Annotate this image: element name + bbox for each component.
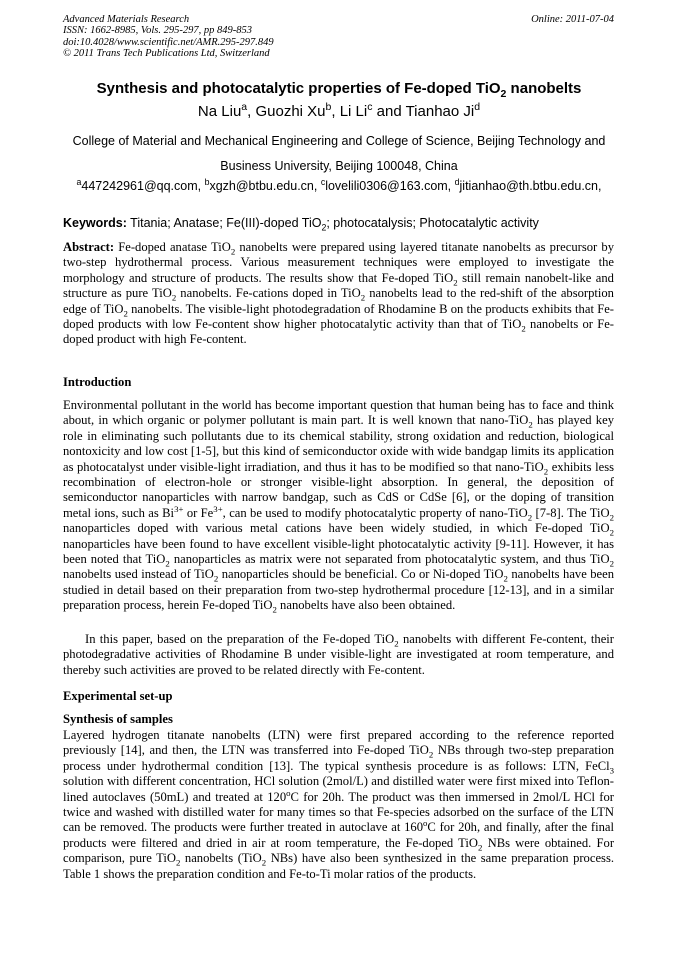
text-run: C for 20h. The product was then immersed in 2mol/L HCl for twice and washed with distilled water for many times so that Fe-species adsorbed on the surface of the LTN can be removed. The products were further treated in autoclave at 160 bbox=[63, 789, 614, 835]
text-run: nanoparticles doped with various metal cations have been widely studied, in which Fe-doped TiO bbox=[63, 521, 610, 536]
author-separator: , bbox=[247, 103, 256, 120]
text-run: nanoparticles as matrix were not separated from photocatalytic system, and thus TiO bbox=[169, 552, 610, 567]
text-run: nanobelts were prepared using layered titanate nanobelts as precursor by two-step hydrothermal process. Various measurement techniques were employed to investigate the morphology and structure of products. The results show that Fe-doped TiO bbox=[63, 240, 614, 285]
abstract-label: Abstract: bbox=[63, 240, 115, 254]
text-run: nanoparticles should be beneficial. Co or Ni-doped TiO bbox=[218, 567, 504, 582]
subscript: 2 bbox=[272, 604, 277, 615]
author-affiliation-mark: c bbox=[367, 101, 373, 113]
author-list bbox=[0, 103, 678, 120]
subscript: 2 bbox=[165, 558, 170, 569]
text-run: Layered hydrogen titanate nanobelts (LTN) were first prepared according to the reference reported previously [14], and then, the LTN was transferred into Fe-doped TiO bbox=[63, 728, 614, 758]
section-heading-experimental: Experimental set-up bbox=[63, 689, 173, 703]
author-separator: , bbox=[331, 103, 340, 120]
section-heading-introduction: Introduction bbox=[63, 375, 132, 389]
author-affiliation-mark: d bbox=[474, 101, 481, 113]
affiliation-line: College of Material and Mechanical Engineering and College of Science, Beijing Technology and bbox=[72, 134, 606, 148]
text-run: , can be used to modify photocatalytic property of nano-TiO bbox=[222, 505, 528, 520]
text-run: nanoparticles have been found to have excellent visible-light photocatalytic activity [9-11]. However, it has been noted that TiO bbox=[63, 536, 614, 567]
text-run: nanobelts have been studied in detail based on their preparation from two-step hydrothermal procedure [12-13], and in a similar preparation process, herein Fe-doped TiO bbox=[63, 567, 614, 613]
introduction-paragraph bbox=[63, 632, 614, 678]
keywords-subscript: 2 bbox=[321, 222, 327, 233]
text-run: nanobelts. Fe-cations doped in TiO bbox=[176, 286, 361, 301]
subscript: 2 bbox=[230, 246, 236, 257]
author-name: Na Liu bbox=[197, 103, 242, 120]
subscript: 2 bbox=[394, 638, 399, 649]
subscript: 2 bbox=[123, 308, 128, 319]
text-run: nanobelts or Fe-doped product with high Fe-content. bbox=[63, 317, 614, 347]
email-mark: b bbox=[204, 176, 210, 187]
superscript: 3+ bbox=[213, 503, 223, 514]
email-address: 447242961@qq.com, bbox=[81, 179, 205, 193]
text-run: nanobelts with different Fe-content, their photodegradative activities of Rhodamine B under visible-light are investigated at room temperature, and thereby such activities are proved to be related directly with Fe-content. bbox=[63, 632, 614, 677]
text-run: In this paper, based on the preparation of the Fe-doped TiO bbox=[85, 632, 395, 646]
keywords-text-end: ; photocatalysis; Photocatalytic activity bbox=[326, 216, 539, 230]
synthesis-paragraph bbox=[63, 728, 614, 882]
subscript: 2 bbox=[478, 842, 483, 853]
author-separator: and bbox=[372, 103, 406, 120]
email-mark: c bbox=[320, 176, 326, 187]
text-run: C for 20h, and finally, after the final products were filtered and dried in air at room temperature, the Fe-doped TiO bbox=[63, 820, 614, 850]
journal-header bbox=[63, 14, 274, 59]
title-text: Synthesis and photocatalytic properties of Fe-doped TiO bbox=[96, 80, 501, 97]
text-run: nanobelts have also been obtained. bbox=[276, 598, 456, 613]
title-text-end: nanobelts bbox=[506, 80, 582, 97]
text-run: exhibits less recombination of electron-hole or stronger visible-light absorption. In general, the deposition of semiconductor nanoparticles with narrow bandgap, such as CdS or CdSe [6], or the doping of transition metal ions, such as Bi bbox=[63, 459, 614, 520]
journal-doi: doi:10.4028/www.scientific.net/AMR.295-297.849 bbox=[63, 36, 274, 48]
subscript: 2 bbox=[171, 292, 177, 303]
subscript: 3 bbox=[609, 765, 614, 776]
subscript: 2 bbox=[609, 558, 614, 569]
keywords-label: Keywords: bbox=[63, 216, 127, 230]
superscript: 3+ bbox=[174, 503, 184, 514]
email-address: jitianhao@th.btbu.edu.cn, bbox=[459, 179, 602, 193]
author-name: Tianhao Ji bbox=[405, 103, 475, 120]
subscript: 2 bbox=[428, 749, 434, 760]
online-date: Online: 2011-07-04 bbox=[531, 14, 614, 25]
author-affiliation-mark: b bbox=[325, 101, 332, 113]
text-run: nanobelts. The visible-light photodegradation of Rhodamine B on the products exhibits that Fe-doped products with low Fe-content show higher photocatalytic activity than that of TiO bbox=[63, 301, 615, 332]
subscript: 2 bbox=[527, 512, 533, 523]
text-run: nanobelts used instead of TiO bbox=[63, 567, 214, 582]
text-run: has played key role in eliminating such pollutants due to its chemical stability, strong oxidation and reduction, biological nontoxicity and low cost [1-5], but this kind of semiconductor oxide with wide bandgap limits its application as photocatalyst under visible-light irradiation, and thus it has to be modified so that nano-TiO bbox=[63, 413, 614, 474]
subscript: 2 bbox=[521, 323, 526, 334]
keywords bbox=[63, 216, 623, 233]
subscript: 2 bbox=[213, 573, 219, 584]
text-run: [7-8]. The TiO bbox=[532, 505, 610, 520]
text-run: NBs were obtained. For comparison, pure TiO bbox=[63, 835, 615, 866]
abstract-text bbox=[63, 240, 614, 346]
subscript: 2 bbox=[528, 419, 533, 430]
subscript: 2 bbox=[609, 512, 614, 523]
text-run: NBs through two-step preparation process under hydrothermal condition [13]. The typical synthesis procedure is as follows: LTN, FeCl bbox=[63, 743, 614, 773]
email-mark: d bbox=[454, 176, 460, 187]
journal-name: Advanced Materials Research bbox=[63, 14, 190, 25]
superscript: o bbox=[423, 818, 428, 829]
subscript: 2 bbox=[261, 857, 267, 868]
text-run: nanobelts lead to the red-shift of the absorption edge of TiO bbox=[63, 286, 614, 316]
title-subscript: 2 bbox=[500, 88, 507, 100]
text-run: still remain nanobelt-like and structure as pure TiO bbox=[63, 270, 614, 301]
subscript: 2 bbox=[175, 857, 181, 868]
author-name: Li Li bbox=[339, 103, 368, 120]
journal-issn: ISSN: 1662-8985, Vols. 295-297, pp 849-853 bbox=[63, 25, 252, 37]
superscript: o bbox=[286, 787, 291, 798]
author-affiliation-mark: a bbox=[241, 101, 248, 113]
abstract bbox=[63, 240, 614, 348]
affiliation bbox=[40, 129, 638, 179]
text-run: nanobelts (TiO bbox=[180, 851, 262, 866]
subscript: 2 bbox=[360, 292, 366, 303]
email-address: lovelili0306@163.com, bbox=[325, 179, 455, 193]
text-run: or Fe bbox=[183, 505, 214, 520]
text-run: NBs) have also been synthesized in the same preparation process. Table 1 shows the preparation condition and Fe-to-Ti molar ratios of the products. bbox=[63, 851, 614, 881]
email-list bbox=[0, 176, 678, 193]
text-run: solution with different concentration, HCl solution (2mol/L) and distilled water were first mixed into Teflon-lined autoclaves (50mL) and treated at 120 bbox=[63, 774, 614, 804]
introduction-paragraph bbox=[63, 398, 614, 614]
subsection-heading-synthesis: Synthesis of samples bbox=[63, 712, 173, 726]
text-run: Fe-doped anatase TiO bbox=[114, 240, 231, 254]
affiliation-line: Business University, Beijing 100048, China bbox=[220, 159, 458, 173]
subscript: 2 bbox=[503, 573, 508, 584]
journal-copyright: © 2011 Trans Tech Publications Ltd, Switzerland bbox=[63, 47, 270, 59]
email-address: xgzh@btbu.edu.cn, bbox=[209, 179, 321, 193]
email-mark: a bbox=[76, 176, 82, 187]
subscript: 2 bbox=[543, 466, 549, 477]
keywords-text: Titania; Anatase; Fe(III)-doped TiO bbox=[126, 216, 322, 230]
paper-title bbox=[0, 80, 678, 100]
text-run: Environmental pollutant in the world has become important question that human being has to face and think about, in which organic or polymer pollutant is main part. It is well known that nano-TiO bbox=[63, 398, 614, 428]
subscript: 2 bbox=[609, 527, 614, 538]
subscript: 2 bbox=[453, 277, 458, 288]
author-name: Guozhi Xu bbox=[255, 103, 326, 120]
